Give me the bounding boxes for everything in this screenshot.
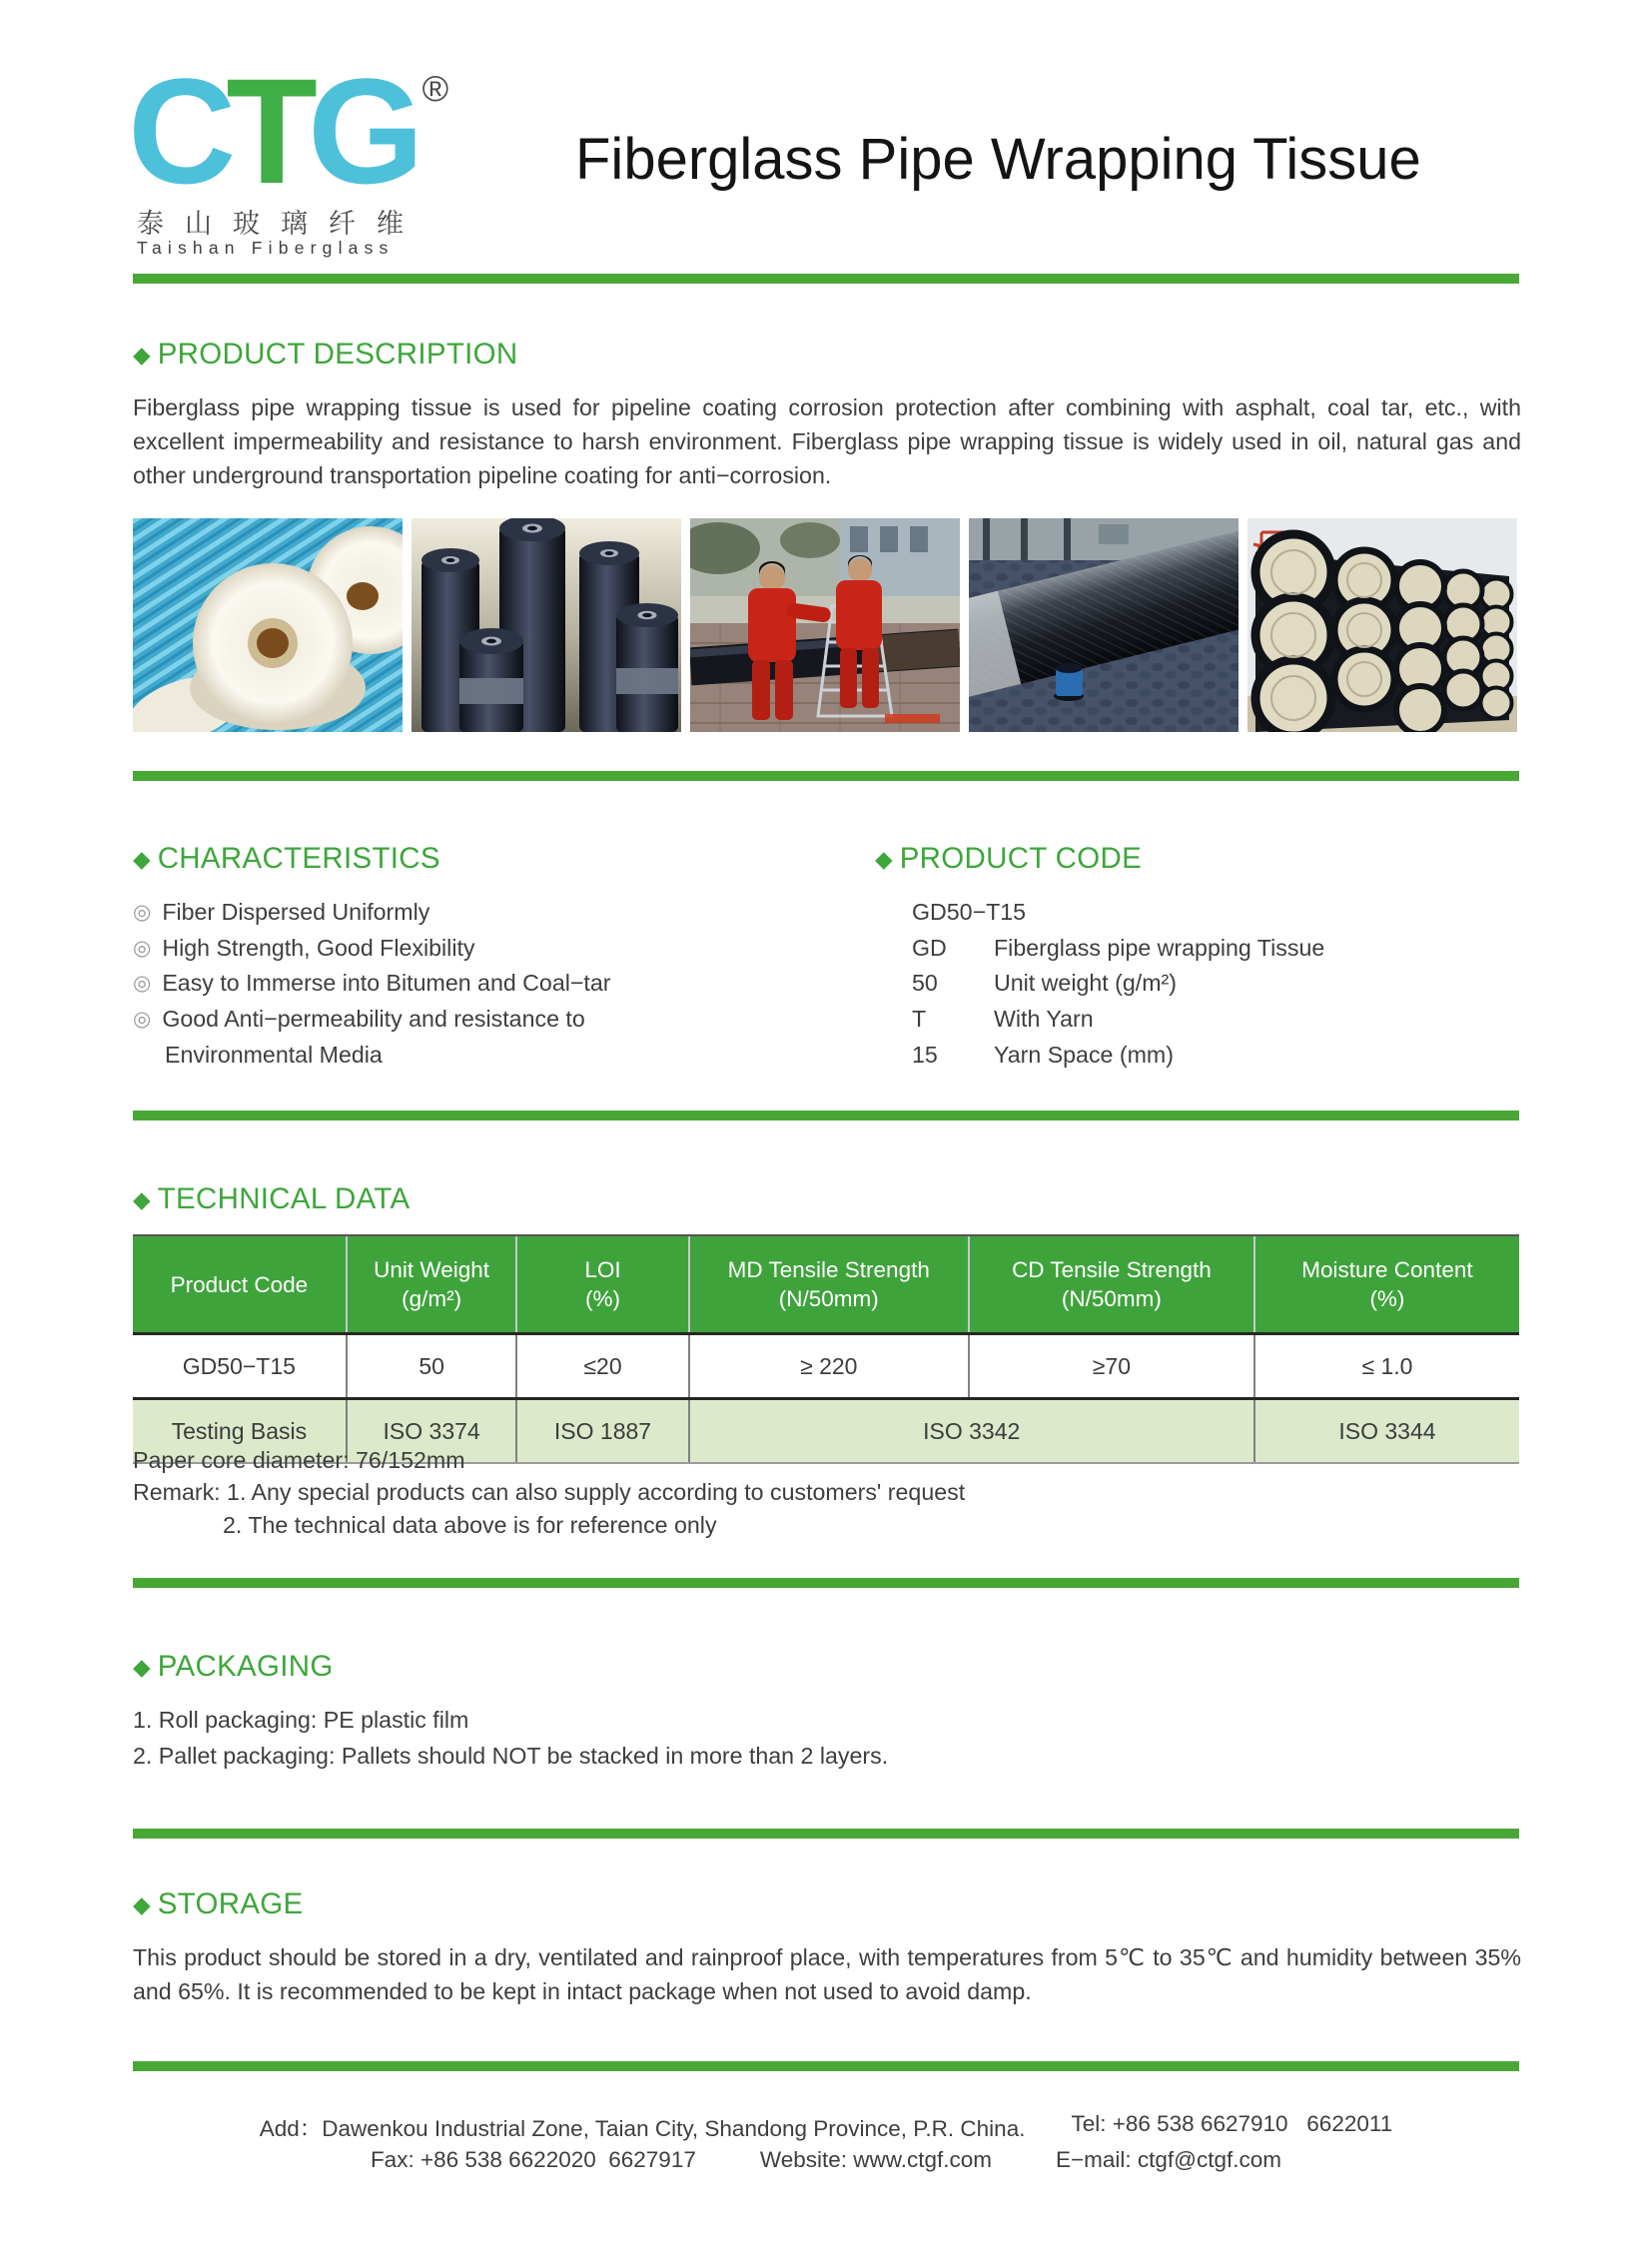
section-heading-text: PRODUCT CODE: [899, 842, 1143, 875]
table-cell: ISO 3344: [1254, 1399, 1519, 1464]
footer-website: Website: www.ctgf.com: [759, 2147, 993, 2172]
header-line: (%): [585, 1286, 621, 1311]
code-definition: Unit weight (g/m²): [994, 970, 1177, 997]
section-heading-text: STORAGE: [157, 1887, 304, 1920]
paper-core-note: Paper core diameter: 76/152mm: [133, 1447, 465, 1473]
header-line: CD Tensile Strength: [1012, 1257, 1212, 1282]
diamond-icon: ◆: [133, 1890, 151, 1917]
remark-line-1: Remark: 1. Any special products can also supply according to customers' request: [133, 1479, 966, 1505]
packaging-list: [133, 1702, 888, 1774]
diamond-icon: ◆: [133, 845, 151, 872]
section-heading-product-description: [133, 338, 518, 372]
product-code-value: GD50−T15: [912, 899, 1027, 925]
logo-chinese-text: 泰山玻璃纤维: [137, 209, 424, 239]
header-line: MD Tensile Strength: [727, 1257, 930, 1282]
circle-bullet-icon: ◎: [133, 972, 152, 996]
technical-data-table: [133, 1234, 1519, 1464]
header-line: (N/50mm): [1061, 1286, 1162, 1311]
footer-line-1: [133, 2111, 1519, 2143]
table-header-cell: [347, 1235, 517, 1334]
header-line: (%): [1369, 1286, 1405, 1311]
code-term: 50: [912, 970, 938, 997]
section-heading-text: PACKAGING: [157, 1650, 334, 1683]
table-header-cell: [133, 1235, 347, 1334]
product-code-row: [912, 931, 1324, 967]
header-line: (g/m²): [402, 1286, 462, 1311]
photo-coated-pipe-closeup: [969, 518, 1239, 732]
registered-trademark-icon: ®: [421, 68, 449, 109]
section-heading-text: TECHNICAL DATA: [157, 1182, 411, 1215]
stacked-coated-pipes-image: [1247, 518, 1517, 732]
divider: [133, 1829, 1519, 1839]
page-title: Fiberglass Pipe Wrapping Tissue: [575, 127, 1421, 192]
diamond-icon: ◆: [133, 341, 151, 368]
code-term: T: [912, 1006, 927, 1033]
product-code-row: [912, 966, 1324, 1002]
code-definition: With Yarn: [994, 1006, 1094, 1033]
photo-black-wrapped-rolls: [412, 518, 681, 732]
coated-pipe-closeup-image: [969, 518, 1239, 732]
workers-wrapping-pipe-image: [690, 518, 960, 732]
table-cell: 50: [347, 1334, 517, 1399]
diamond-icon: ◆: [133, 1185, 151, 1212]
circle-bullet-icon: ◎: [133, 901, 152, 924]
footer-email: E−mail: ctgf@ctgf.com: [1056, 2147, 1282, 2172]
table-cell: ISO 1887: [516, 1399, 688, 1464]
divider: [133, 274, 1519, 284]
list-item-continuation: Environmental Media: [165, 1041, 383, 1068]
footer-fax: Fax: +86 538 6622020 6627917: [370, 2147, 696, 2172]
product-photo-strip: [133, 518, 1517, 732]
table-cell: ≥70: [969, 1334, 1254, 1399]
table-header-row: [133, 1235, 1519, 1334]
section-heading-storage: [133, 1887, 304, 1921]
header-line: Moisture Content: [1301, 1257, 1473, 1282]
ctg-logo: [128, 47, 449, 215]
list-item: [133, 931, 610, 967]
section-heading-text: CHARACTERISTICS: [157, 842, 440, 875]
circle-bullet-icon: ◎: [133, 1008, 152, 1032]
remark-line-2: 2. The technical data above is for reference only: [223, 1512, 717, 1538]
table-header-cell: [1254, 1235, 1519, 1334]
header-line: Unit Weight: [374, 1257, 490, 1282]
table-cell: ≥ 220: [689, 1334, 969, 1399]
table-header-cell: [516, 1235, 688, 1334]
list-item-text: Fiber Dispersed Uniformly: [162, 899, 430, 925]
table-header-cell: [969, 1235, 1254, 1334]
table-cell: Testing Basis: [133, 1399, 347, 1464]
diamond-icon: ◆: [875, 845, 893, 872]
logo-letter-t: T: [226, 47, 308, 215]
table-cell: ≤ 1.0: [1254, 1334, 1519, 1399]
code-definition: Fiberglass pipe wrapping Tissue: [994, 934, 1325, 961]
table-data-row: [133, 1334, 1519, 1399]
circle-bullet-icon: ◎: [133, 936, 152, 960]
list-item: [133, 966, 610, 1002]
divider: [133, 771, 1519, 781]
divider: [133, 1578, 1519, 1588]
product-code-row: [912, 1002, 1324, 1038]
section-heading-packaging: [133, 1650, 334, 1684]
table-cell: ISO 3374: [347, 1399, 517, 1464]
list-item-text: Easy to Immerse into Bitumen and Coal−tar: [162, 970, 611, 997]
list-item: 2. Pallet packaging: Pallets should NOT be stacked in more than 2 layers.: [133, 1743, 889, 1769]
section-heading-technical-data: [133, 1182, 411, 1216]
header-line: Product Code: [170, 1271, 309, 1297]
list-item-text: High Strength, Good Flexibility: [162, 934, 475, 961]
list-item: [133, 1002, 610, 1038]
header-line: (N/50mm): [778, 1286, 879, 1311]
list-item: 1. Roll packaging: PE plastic film: [133, 1707, 469, 1733]
photo-workers-wrapping-pipe: [690, 518, 960, 732]
code-definition: Yarn Space (mm): [994, 1041, 1174, 1068]
white-tissue-rolls-image: [133, 518, 403, 732]
logo-letter-c: C: [128, 47, 227, 215]
section-heading-text: PRODUCT DESCRIPTION: [157, 338, 518, 371]
black-wrapped-rolls-image: [412, 518, 681, 732]
section-heading-characteristics: [133, 842, 440, 876]
photo-stacked-coated-pipes: [1247, 518, 1517, 732]
table-header-cell: [689, 1235, 969, 1334]
footer-tel: Tel: +86 538 6627910 6622011: [1071, 2111, 1393, 2136]
code-term: GD: [912, 934, 947, 961]
product-code-row: [912, 1038, 1324, 1074]
characteristics-list: [133, 895, 610, 1074]
footer-line-2: [133, 2147, 1519, 2173]
header-line: LOI: [584, 1257, 621, 1282]
divider: [133, 2061, 1519, 2071]
product-code-block: [912, 895, 1324, 1074]
diamond-icon: ◆: [133, 1653, 151, 1680]
section-heading-product-code: [875, 842, 1142, 876]
logo-letter-g: G: [307, 47, 414, 215]
table-cell: GD50−T15: [133, 1334, 347, 1399]
list-item-text: Good Anti−permeability and resistance to: [162, 1006, 585, 1033]
table-cell: ≤20: [516, 1334, 688, 1399]
storage-paragraph: This product should be stored in a dry, ventilated and rainproof place, with temperatures from 5℃ to 35℃ and humidity between 35% and 65%. It is recommended to be kept in intact package when not used to avoid damp.: [133, 1944, 1521, 2004]
product-description-paragraph: Fiberglass pipe wrapping tissue is used for pipeline coating corrosion protection after combining with asphalt, coal tar, etc., with excellent impermeability and resistance to harsh environment. Fiberglass pipe wrapping tissue is widely used in oil, natural gas and other underground transportation pipeline coating for anti−corrosion.: [133, 394, 1521, 488]
photo-white-tissue-rolls: [133, 518, 403, 732]
table-cell: ISO 3342: [689, 1399, 1254, 1464]
list-item: [133, 895, 610, 931]
logo-english-text: Taishan Fiberglass: [137, 238, 395, 258]
code-term: 15: [912, 1041, 938, 1068]
divider: [133, 1111, 1519, 1121]
footer-address: Add：Dawenkou Industrial Zone, Taian City, Shandong Province, P.R. China.: [259, 2116, 1026, 2141]
